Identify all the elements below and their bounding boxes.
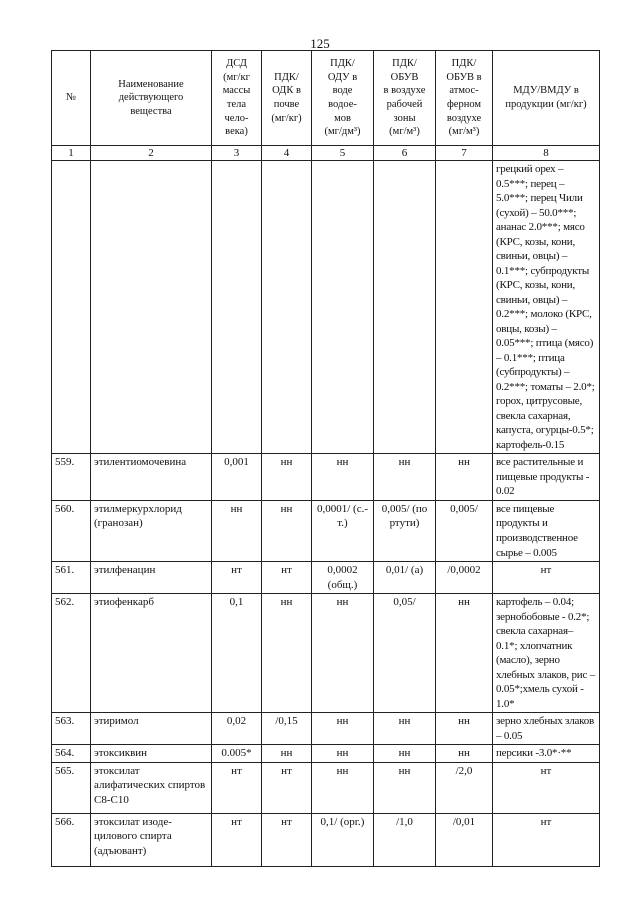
row-num: 566.	[52, 813, 91, 866]
col-number: 5	[312, 146, 374, 161]
pdk-water-value: нн	[312, 594, 374, 713]
table-row	[52, 745, 600, 763]
pdk-air-value: нн	[436, 594, 493, 713]
pdk-workzone-value: нн	[374, 454, 436, 501]
table-row	[52, 762, 600, 813]
header-pdk-soil: ПДК/ ОДК в почве (мг/кг)	[271, 71, 302, 124]
pesticide-table	[51, 50, 600, 867]
header-mdu: МДУ/ВМДУ в продукции (мг/кг)	[505, 85, 587, 110]
dsd-value: нт	[212, 813, 262, 866]
pdk-soil-value: нт	[262, 813, 312, 866]
pdk-soil-value: нн	[262, 500, 312, 561]
pdk-water-value: 0,0002 (общ.)	[312, 562, 374, 594]
pdk-soil-value: нн	[262, 745, 312, 763]
header-num: №	[65, 92, 77, 104]
mdu-value: нт	[493, 562, 600, 594]
pdk-air-value	[436, 161, 493, 454]
mdu-value: персики -3.0*·**	[493, 745, 600, 763]
pdk-workzone-value: нн	[374, 713, 436, 745]
col-number: 6	[374, 146, 436, 161]
pdk-water-value: 0,0001/ (с.-т.)	[312, 500, 374, 561]
substance-name: этоксилат алифатических спиртов C8-C10	[91, 762, 212, 813]
pdk-air-value: /0,01	[436, 813, 493, 866]
pdk-air-value: нн	[436, 454, 493, 501]
pdk-workzone-value: 0,005/ (по ртути)	[374, 500, 436, 561]
dsd-value	[212, 161, 262, 454]
header-name: Наименование действующего вещества	[118, 78, 184, 117]
pdk-soil-value: нн	[262, 454, 312, 501]
row-num: 561.	[52, 562, 91, 594]
pdk-workzone-value: 0,05/	[374, 594, 436, 713]
substance-name: этиримол	[91, 713, 212, 745]
substance-name: этилентиомочевина	[91, 454, 212, 501]
mdu-value: картофель – 0.04; зернобобовые - 0.2*; свекла сахарная– 0.1*; хлопчатник (масло), зерно хлебных злаков, рис – 0.05*;хмель сухой - 1.0*	[493, 594, 600, 713]
pdk-water-value: 0,1/ (орг.)	[312, 813, 374, 866]
pdk-workzone-value: нн	[374, 762, 436, 813]
table-row	[52, 713, 600, 745]
pdk-workzone-value: нн	[374, 745, 436, 763]
table-row	[52, 594, 600, 713]
pdk-air-value: /2,0	[436, 762, 493, 813]
mdu-value: грецкий орех – 0.5***; перец – 5.0***; перец Чили (сухой) – 50.0***; ананас 2.0***; мясо (КРС, козы, кони, свиньи, овцы) – 0.1***; субпродукты (КРС, козы, кони, свиньи, овцы) – 0.2***; молоко (КРС, овцы, козы) – 0.05***; птица (мясо) – 0.1***; птица (субпродукты) – 0.2***; томаты – 2.0*; горох, цитрусовые, свекла сахарная, капуста, огурцы-0.5*; картофель-0.15	[493, 161, 600, 454]
mdu-value: нт	[493, 762, 600, 813]
pdk-workzone-value	[374, 161, 436, 454]
table-row	[52, 454, 600, 501]
mdu-value: все пищевые продукты и производственное сырье – 0.005	[493, 500, 600, 561]
pdk-air-value: 0,005/	[436, 500, 493, 561]
mdu-value: нт	[493, 813, 600, 866]
dsd-value: нт	[212, 762, 262, 813]
row-num: 565.	[52, 762, 91, 813]
dsd-value: 0,1	[212, 594, 262, 713]
pdk-workzone-value: /1,0	[374, 813, 436, 866]
substance-name: этилфенацин	[91, 562, 212, 594]
col-number: 8	[493, 146, 600, 161]
pdk-air-value: нн	[436, 713, 493, 745]
mdu-value: зерно хлебных злаков – 0.05	[493, 713, 600, 745]
pdk-water-value: нн	[312, 762, 374, 813]
substance-name: этиофенкарб	[91, 594, 212, 713]
row-num: 563.	[52, 713, 91, 745]
pdk-soil-value: /0,15	[262, 713, 312, 745]
row-num: 564.	[52, 745, 91, 763]
row-num: 560.	[52, 500, 91, 561]
column-number-row	[52, 146, 600, 161]
substance-name: этоксиквин	[91, 745, 212, 763]
dsd-value: нт	[212, 562, 262, 594]
col-number: 7	[436, 146, 493, 161]
table-row	[52, 813, 600, 866]
row-num: 559.	[52, 454, 91, 501]
row-num: 562.	[52, 594, 91, 713]
pdk-water-value: нн	[312, 454, 374, 501]
table-row	[52, 161, 600, 454]
pdk-air-value: /0,0002	[436, 562, 493, 594]
pdk-workzone-value: 0,01/ (а)	[374, 562, 436, 594]
row-num	[52, 161, 91, 454]
pdk-soil-value: нт	[262, 562, 312, 594]
pdk-water-value	[312, 161, 374, 454]
col-number: 3	[212, 146, 262, 161]
dsd-value: 0,02	[212, 713, 262, 745]
dsd-value: 0.005*	[212, 745, 262, 763]
substance-name: этилмеркурхлорид (гранозан)	[91, 500, 212, 561]
substance-name: этоксилат изоде-цилового спирта (адъювант)	[91, 813, 212, 866]
pdk-air-value: нн	[436, 745, 493, 763]
col-number: 2	[91, 146, 212, 161]
pdk-soil-value: нн	[262, 594, 312, 713]
dsd-value: 0,001	[212, 454, 262, 501]
header-row	[52, 51, 600, 146]
header-dsd: ДСД (мг/кг массы тела чело- века)	[222, 58, 251, 138]
pdk-soil-value	[262, 161, 312, 454]
table-row	[52, 562, 600, 594]
page-number: 125	[310, 36, 330, 51]
header-pdk-air: ПДК/ ОБУВ в атмос- ферном воздухе (мг/м³)	[446, 58, 482, 138]
pdk-water-value: нн	[312, 745, 374, 763]
pdk-water-value: нн	[312, 713, 374, 745]
col-number: 4	[262, 146, 312, 161]
header-pdk-water: ПДК/ ОДУ в воде водое- мов (мг/дм³)	[324, 58, 361, 138]
pdk-soil-value: нт	[262, 762, 312, 813]
substance-name	[91, 161, 212, 454]
header-pdk-workzone: ПДК/ ОБУВ в воздухе рабочей зоны (мг/м³)	[383, 58, 426, 138]
dsd-value: нн	[212, 500, 262, 561]
col-number: 1	[52, 146, 91, 161]
table-row	[52, 500, 600, 561]
mdu-value: все растительные и пищевые продукты - 0.02	[493, 454, 600, 501]
